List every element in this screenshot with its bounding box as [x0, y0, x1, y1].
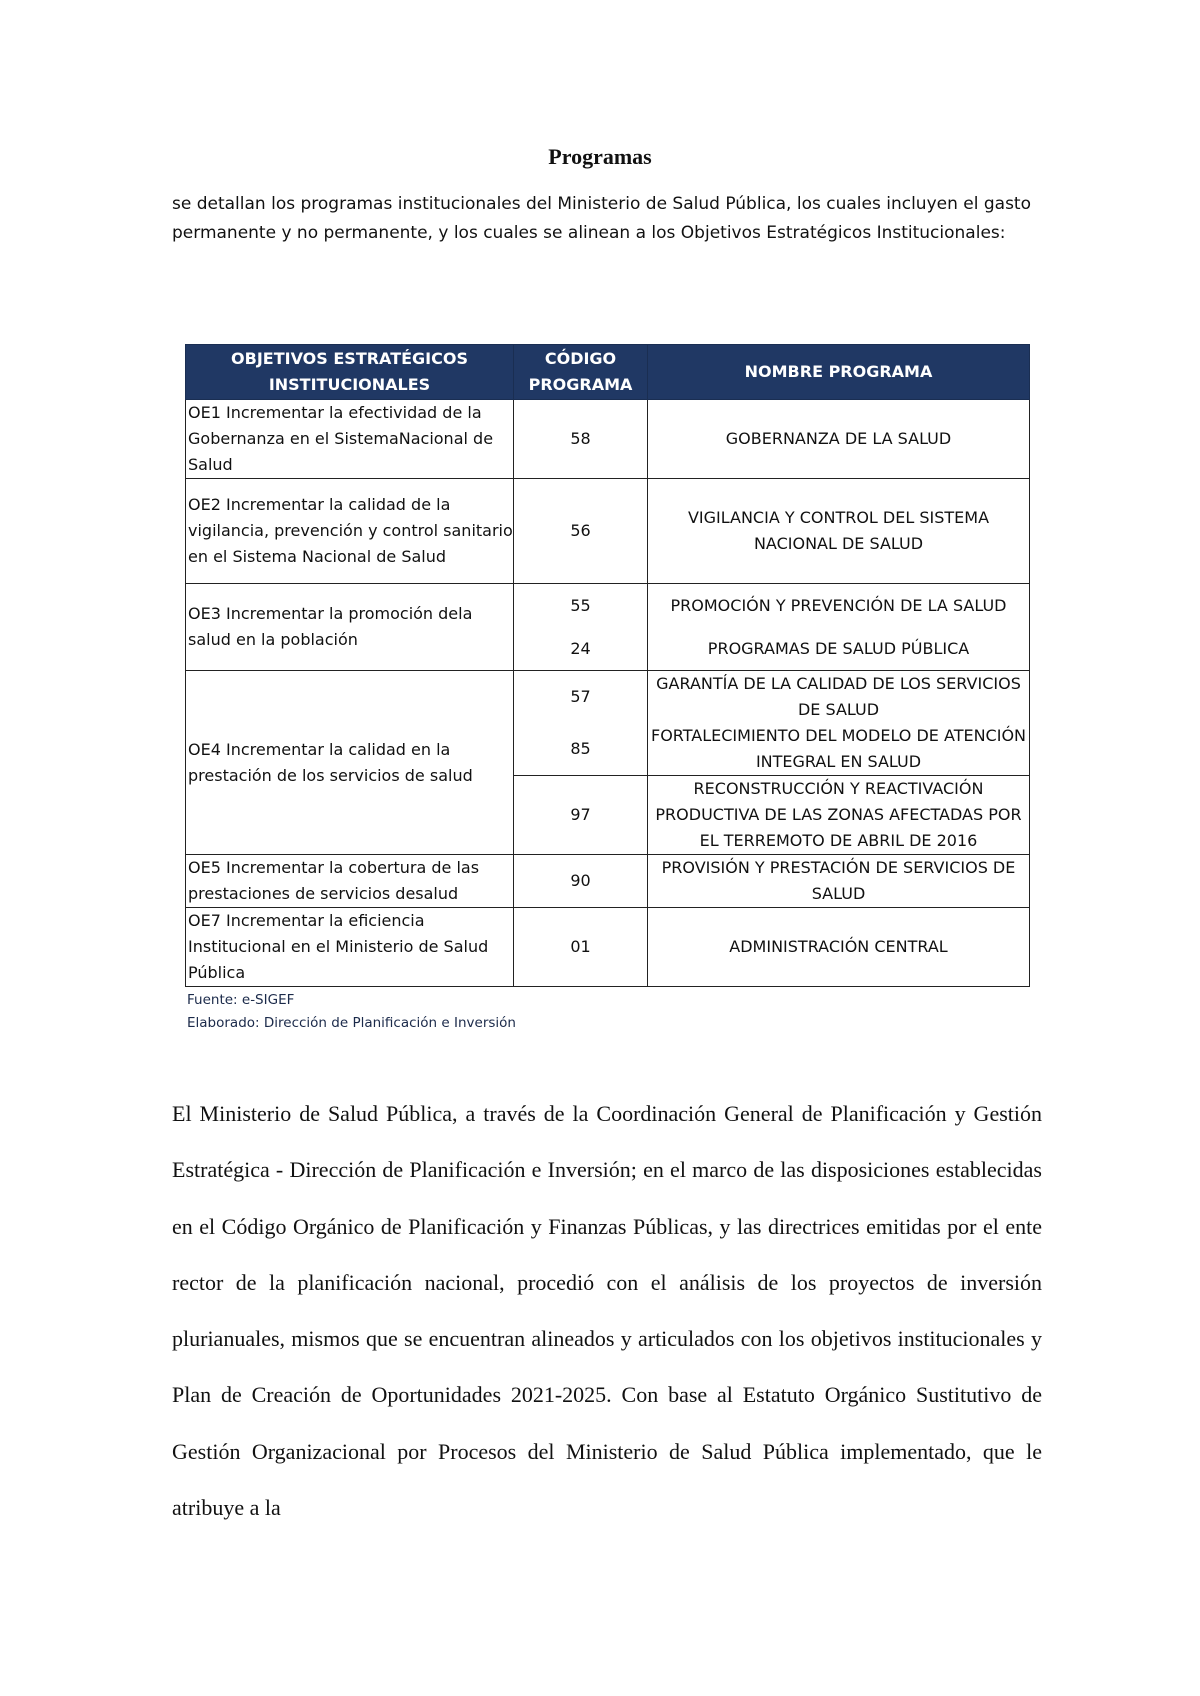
intro-paragraph	[172, 190, 1042, 248]
program-name-97: RECONSTRUCCIÓN Y REACTIVACIÓN PRODUCTIVA DE LAS ZONAS AFECTADAS POR EL TERREMOTO DE ABRIL DE 2016	[648, 776, 1030, 855]
header-name: NOMBRE PROGRAMA	[648, 345, 1030, 400]
table-row	[186, 479, 1030, 584]
objective-cell	[186, 671, 514, 855]
code-55: 55	[514, 584, 648, 629]
intro-text: se detallan los programas institucionales del Ministerio de Salud Pública, los cuales incluyen el gasto permanente y no permanente, y los cuales se alinean a los Objetivos Estratégicos Institucionales:	[172, 194, 1031, 243]
page-title: Programas	[548, 144, 652, 169]
objective-cell	[186, 855, 514, 908]
program-name-85: FORTALECIMIENTO DEL MODELO DE ATENCIÓN INTEGRAL EN SALUD	[651, 726, 1026, 771]
body-text: El Ministerio de Salud Pública, a través de la Coordinación General de Planificación y Gestión Estratégica - Dirección de Planificación e Inversión; en el marco de las disposiciones establecidas en el Código Orgánico de Planificación y Finanzas Públicas, y las directrices emitidas por el ente rector de la planificación nacional, procedió con el análisis de los proyectos de inversión plurianuales, mismos que se encuentran alineados y articulados con los objetivos institucionales y Plan de Creación de Oportunidades 2021-2025. Con base al Estatuto Orgánico Sustitutivo de Gestión Organizacional por Procesos del Ministerio de Salud Pública implementado, que le atribuye a la	[172, 1101, 1042, 1521]
objective-oe7: OE7 Incrementar la eficiencia Institucional en el Ministerio de Salud Pública	[188, 911, 489, 982]
table-header-row	[186, 345, 1030, 400]
code-85: 85	[570, 739, 591, 758]
program-name-55: PROMOCIÓN Y PREVENCIÓN DE LA SALUD	[648, 584, 1030, 629]
objective-oe3: OE3 Incrementar la promoción dela salud en la población	[188, 604, 473, 649]
program-name-57: GARANTÍA DE LA CALIDAD DE LOS SERVICIOS DE SALUD	[656, 674, 1021, 719]
program-name-cell-57-85	[648, 671, 1030, 776]
table-row	[186, 855, 1030, 908]
objective-cell	[186, 479, 514, 584]
program-name-58: GOBERNANZA DE LA SALUD	[648, 400, 1030, 479]
program-name-24: PROGRAMAS DE SALUD PÚBLICA	[648, 628, 1030, 671]
code-58: 58	[514, 400, 648, 479]
code-56: 56	[514, 479, 648, 584]
objective-oe2: OE2 Incrementar la calidad de la vigilancia, prevención y control sanitario en el Sistema Nacional de Salud	[188, 495, 513, 566]
code-57: 57	[570, 687, 591, 706]
code-cell-57-85	[514, 671, 648, 776]
program-name-90: PROVISIÓN Y PRESTACIÓN DE SERVICIOS DE SALUD	[648, 855, 1030, 908]
body-paragraph	[172, 1086, 1042, 1536]
header-objective: OBJETIVOS ESTRATÉGICOS INSTITUCIONALES	[186, 345, 514, 400]
source-note: Fuente: e-SIGEF	[187, 992, 295, 1008]
code-97: 97	[514, 776, 648, 855]
author-note: Elaborado: Dirección de Planificación e Inversión	[187, 1015, 516, 1031]
code-90: 90	[514, 855, 648, 908]
code-01: 01	[514, 908, 648, 987]
objective-cell	[186, 584, 514, 671]
code-24: 24	[514, 628, 648, 671]
objective-oe1: OE1 Incrementar la efectividad de la Gobernanza en el SistemaNacional de Salud	[188, 403, 494, 474]
table-row	[186, 671, 1030, 776]
programs-table	[185, 344, 1030, 987]
table-row	[186, 908, 1030, 987]
objective-oe5: OE5 Incrementar la cobertura de las prestaciones de servicios desalud	[188, 858, 480, 903]
objective-oe4: OE4 Incrementar la calidad en la prestación de los servicios de salud	[188, 739, 473, 785]
objective-cell	[186, 908, 514, 987]
objective-cell	[186, 400, 514, 479]
program-name-56: VIGILANCIA Y CONTROL DEL SISTEMA NACIONAL DE SALUD	[648, 479, 1030, 584]
program-name-01: ADMINISTRACIÓN CENTRAL	[648, 908, 1030, 987]
table-row	[186, 584, 1030, 629]
table-row	[186, 400, 1030, 479]
header-code: CÓDIGO PROGRAMA	[514, 345, 648, 400]
